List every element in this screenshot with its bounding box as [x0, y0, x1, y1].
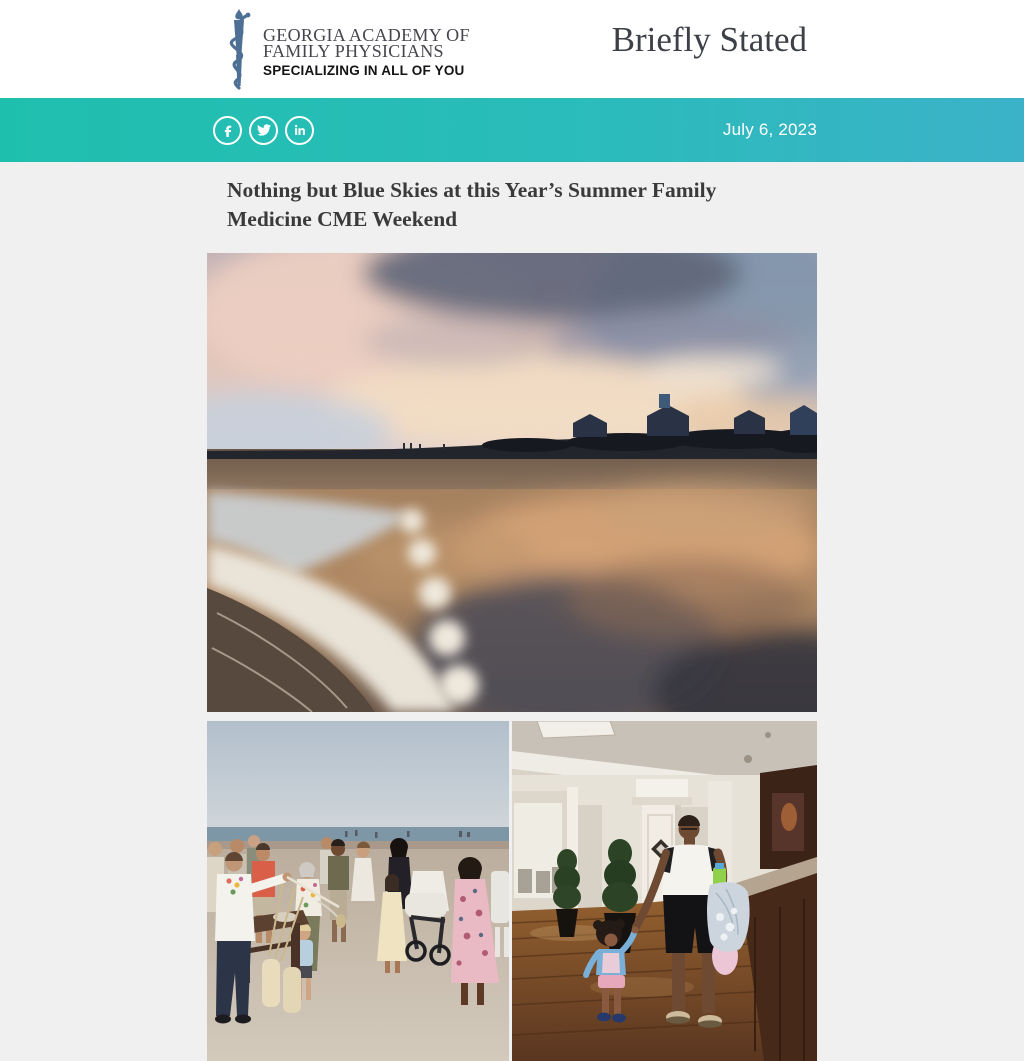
beach-sunset-illustration [207, 253, 817, 712]
linkedin-icon[interactable] [285, 116, 314, 145]
article-headline: Nothing but Blue Skies at this Year’s Summer Family Medicine CME Weekend [227, 178, 717, 231]
twitter-icon[interactable] [249, 116, 278, 145]
logo-tagline: SPECIALIZING IN ALL OF YOU [263, 63, 465, 78]
hotel-lobby-photo [512, 721, 817, 1061]
gafp-logo [222, 8, 470, 90]
issue-date: July 6, 2023 [722, 120, 817, 139]
newsletter-title: Briefly Stated [611, 20, 807, 59]
article-body [207, 176, 817, 1061]
beach-sunset-photo [207, 253, 817, 712]
hotel-lobby-illustration [512, 721, 817, 1061]
facebook-icon[interactable] [213, 116, 242, 145]
asclepius-staff-icon [222, 8, 256, 90]
beach-gathering-photo [207, 721, 509, 1061]
photo-row [207, 721, 817, 1061]
logo-name-line2: FAMILY PHYSICIANS [263, 41, 444, 61]
logo-name-line1: GEORGIA ACADEMY OF [263, 25, 470, 45]
beach-gathering-illustration [207, 721, 509, 1061]
newsletter-header [0, 0, 1024, 98]
social-date-bar [0, 98, 1024, 162]
